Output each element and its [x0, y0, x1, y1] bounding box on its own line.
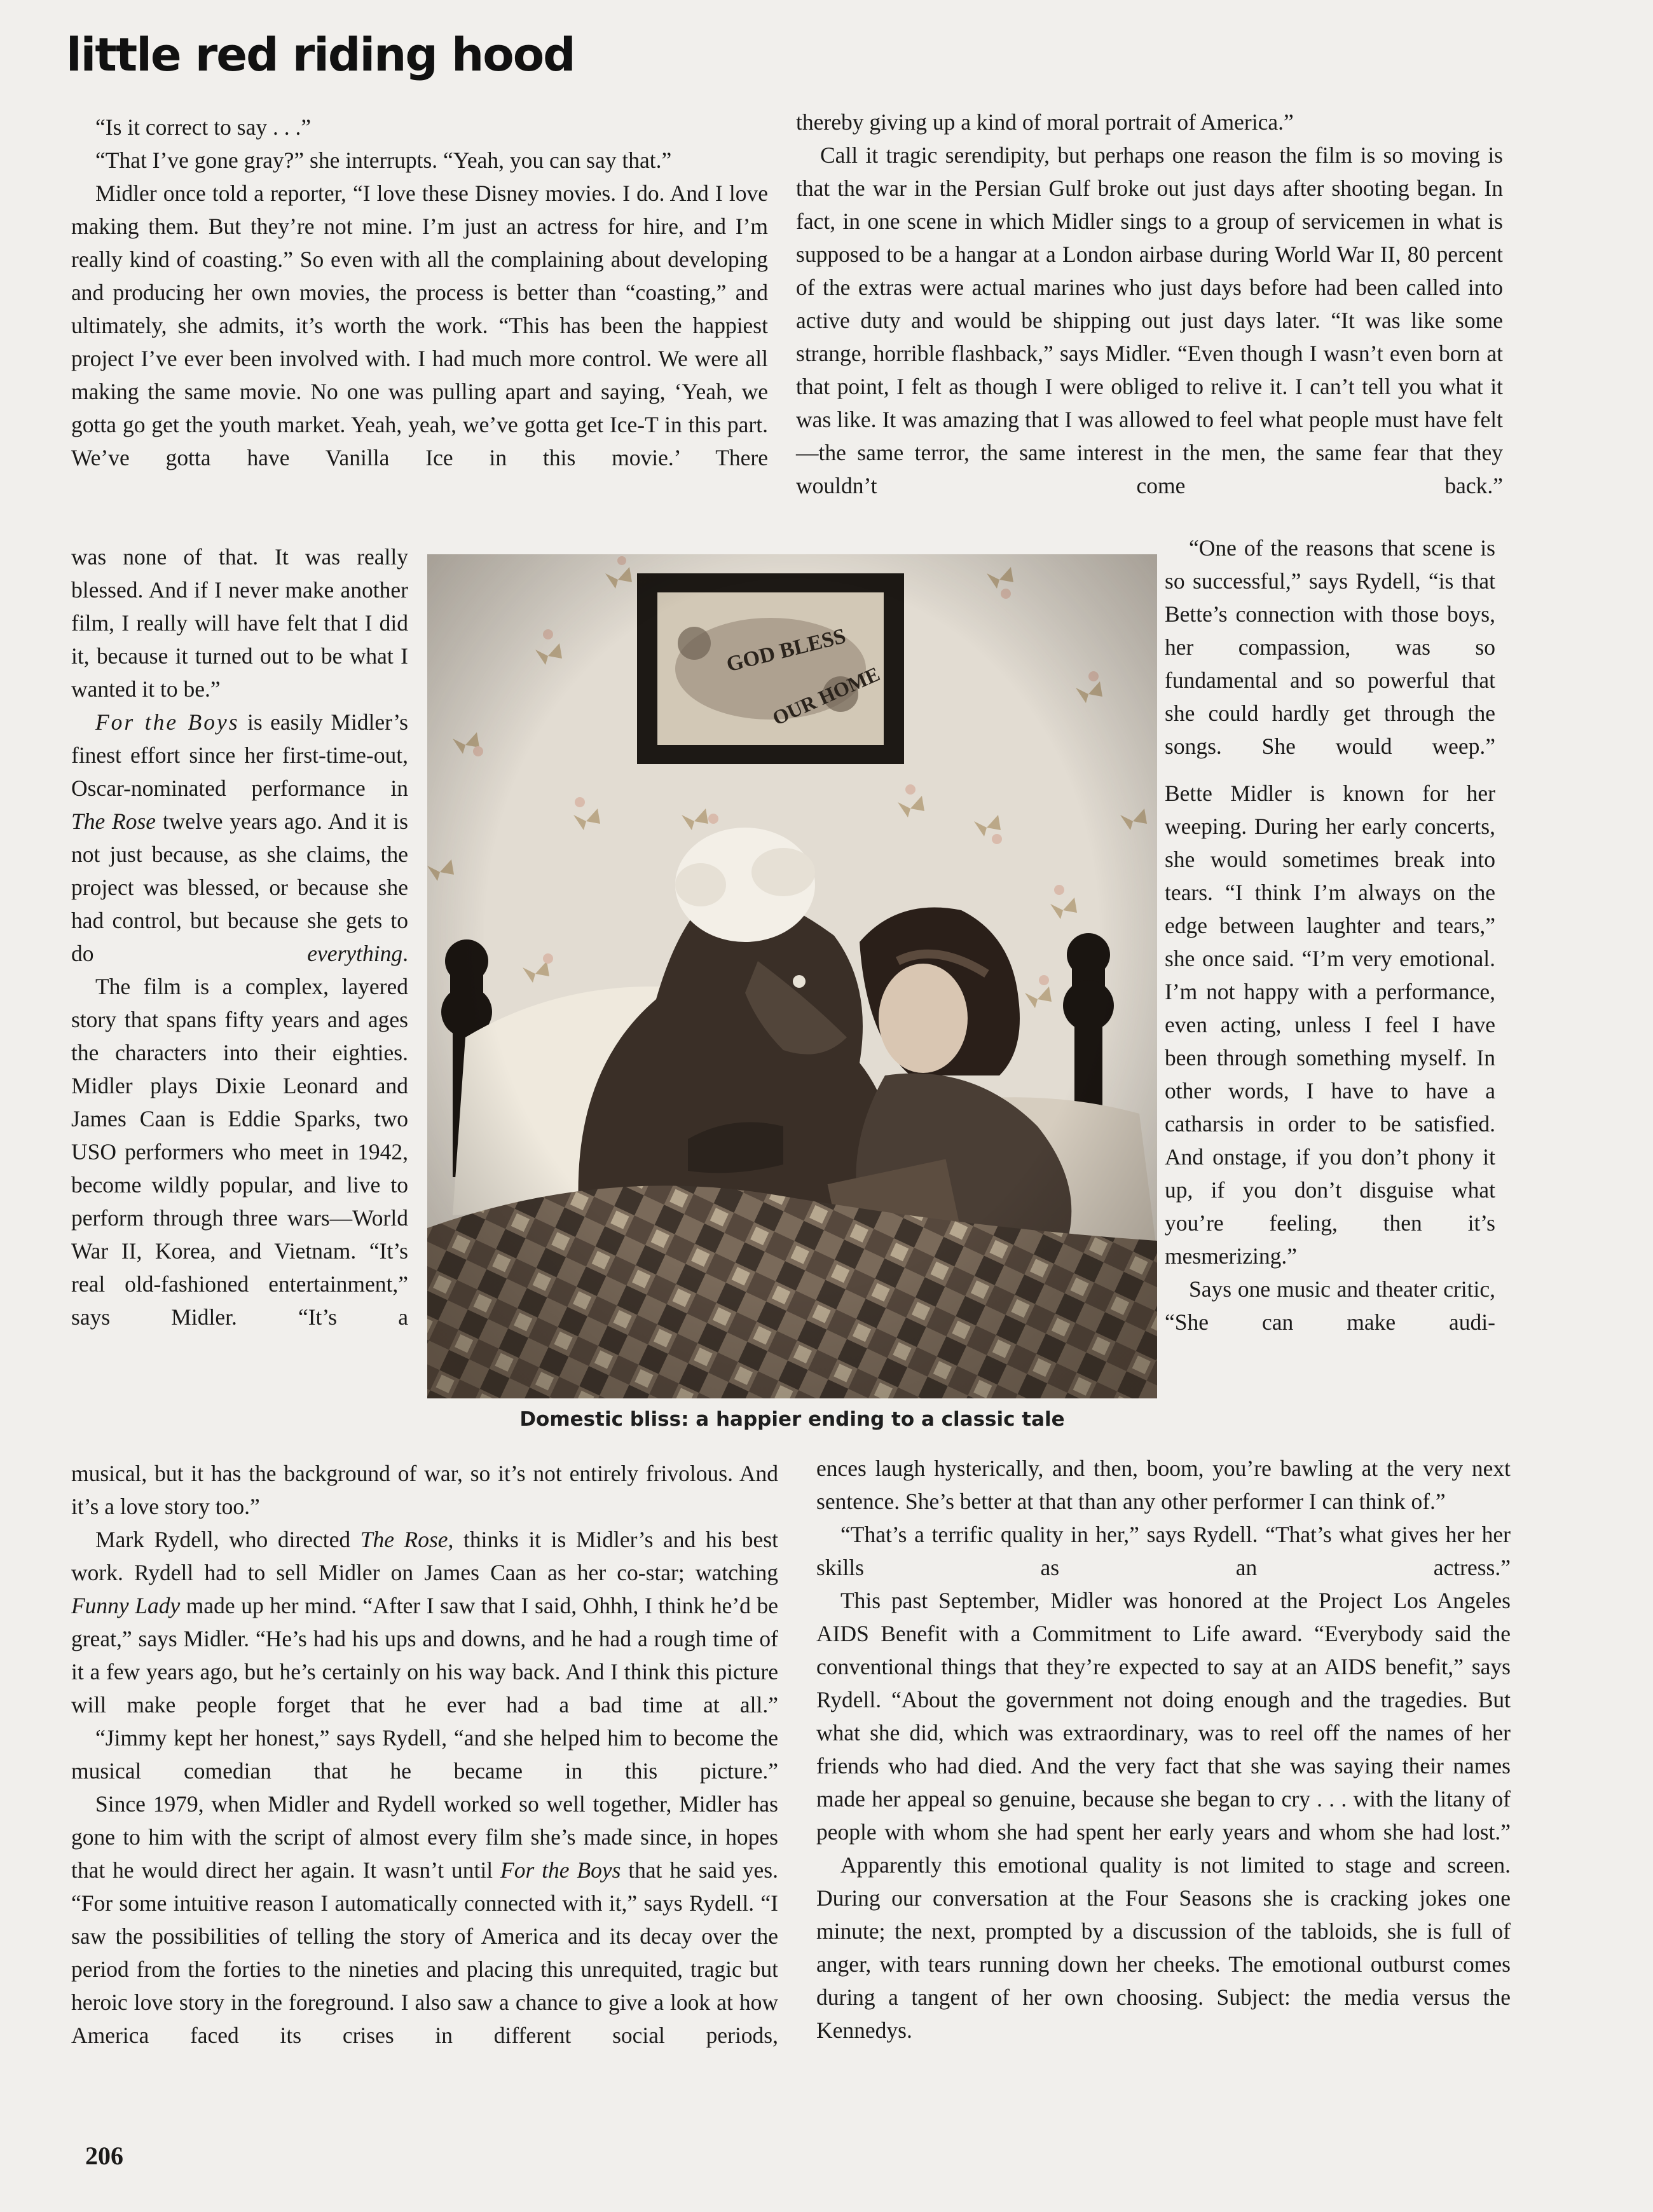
- paragraph: Call it tragic serendipity, but perhaps one reason the film is so moving is that the war in the Persian Gulf broke out just days after shooting began. In fact, in one scene in which Midler sings to a group of servicemen in what is supposed to be a hangar at a London airbase during World War II, 80 percent of the extras were actual marines who just days before had been called into active duty and would be shipping out just days later. “It was like some strange, horrible flashback,” says Midler. “Even though I wasn’t even born at that point, I felt as though I were obliged to relive it. I can’t tell you what it was like. It was amazing that I was allowed to feel what people must have felt—the same terror, the same interest in the men, the same fear that they wouldn’t come back.”: [796, 142, 1503, 498]
- left-column-bottom: [71, 1457, 778, 2052]
- right-column-top: [796, 106, 1503, 502]
- paragraph: musical, but it has the background of war, so it’s not entirely frivolous. And it’s a love story too.”: [71, 1461, 778, 1519]
- photo-illustration: [427, 554, 1157, 1398]
- paragraph: Since 1979, when Midler and Rydell worked so well together, Midler has gone to him with the script of almost every film she’s made since, in hopes that he would direct her again. It wasn’t until For the Boys that he said yes. “For some intuitive reason I automatically connected with it,” says Rydell. “I saw the possibilities of telling the story of America and its decay over the period from the forties to the nineties and placing this unrequited, tragic but heroic love story in the foreground. I also saw a chance to give a look at how America faced its crises in different social periods,: [71, 1791, 778, 2048]
- film-title: For the Boys: [95, 709, 240, 735]
- photo-caption: Domestic bliss: a happier ending to a classic tale: [519, 1408, 1065, 1431]
- paragraph: For the Boys is easily Midler’s finest effort since her first-time-out, Oscar-nominated performance in The Rose twelve years ago. And it is not just because, as she claims, the project was blessed, or because she had control, but because she gets to do everything.: [71, 709, 408, 966]
- paragraph: “That’s a terrific quality in her,” says Rydell. “That’s what gives her her skills as an actress.”: [816, 1522, 1511, 1580]
- paragraph: ences laugh hysterically, and then, boom, you’re bawling at the very next sentence. She’s better at that than any other performer I can think of.”: [816, 1456, 1511, 1514]
- paragraph: “Jimmy kept her honest,” says Rydell, “and she helped him to become the musical comedian that he became in this picture.”: [71, 1725, 778, 1784]
- film-title: The Rose: [71, 809, 156, 834]
- article-headline: little red riding hood: [66, 28, 575, 81]
- paragraph: “That I’ve gone gray?” she interrupts. “Yeah, you can say that.”: [95, 147, 672, 173]
- paragraph: The film is a complex, layered story that spans fifty years and ages the characters into their eighties. Midler plays Dixie Leonard and James Caan is Eddie Sparks, two USO performers who meet in 1942, become wildly popular, and live to perform through three wars—World War II, Korea, and Vietnam. “It’s real old-fashioned entertainment,” says Midler. “It’s a: [71, 974, 408, 1330]
- paragraph: was none of that. It was really blessed. And if I never make another film, I really will have felt that I did it, because it turned out to be what I wanted it to be.”: [71, 544, 408, 702]
- film-title: For the Boys: [500, 1857, 621, 1883]
- film-title: Funny Lady: [71, 1593, 181, 1618]
- left-column-narrow: [71, 540, 408, 1334]
- paragraph: Bette Midler is known for her weeping. During her early concerts, she would sometimes break into tears. “I think I’m always on the edge between laughter and tears,” she once said. “I’m very emotional. I’m not happy with a performance, even acting, unless I feel I have been through something myself. In other words, I have to have a catharsis in order to be satisfied. And onstage, if you don’t phony it up, if you don’t disguise what you’re feeling, then it’s mesmerizing.”: [1165, 781, 1495, 1269]
- right-column-bottom: [816, 1452, 1511, 2047]
- paragraph: “One of the reasons that scene is so successful,” says Rydell, “is that Bette’s connection with those boys, her compassion, was so fundamental and so powerful that she could hardly get through the songs. She would weep.”: [1165, 535, 1495, 759]
- paragraph: “Is it correct to say . . .”: [95, 114, 312, 140]
- paragraph: Midler once told a reporter, “I love these Disney movies. I do. And I love making them. But they’re not mine. I’m just an actress for hire, and I’m really kind of coasting.” So even with all the complaining about developing and producing her own movies, the process is better than “coasting,” and ultimately, she admits, it’s worth the work. “This has been the happiest project I’ve ever been involved with. I had much more control. We were all making the same movie. No one was pulling apart and saying, ‘Yeah, we gotta go get the youth market. Yeah, yeah, we’ve gotta get Ice-T in this part. We’ve gotta have Vanilla Ice in this movie.’ There: [71, 181, 768, 470]
- film-title: The Rose,: [360, 1527, 454, 1552]
- left-column-top: [71, 111, 768, 474]
- paragraph: Apparently this emotional quality is not limited to stage and screen. During our conversation at the Four Seasons she is cracking jokes one minute; the next, prompted by a discussion of the tabloids, she is full of anger, with tears running down her cheeks. The emotional outburst comes during a tangent of her own choosing. Subject: the media versus the Kennedys.: [816, 1852, 1511, 2043]
- paragraph: thereby giving up a kind of moral portrait of America.”: [796, 109, 1294, 135]
- paragraph: Mark Rydell, who directed The Rose, thinks it is Midler’s and his best work. Rydell had to sell Midler on James Caan as her co-star; watching Funny Lady made up her mind. “After I saw that I said, Ohhh, I think he’d be great,” says Midler. “He’s had his ups and downs, and he had a rough time of it a few years ago, but he’s certainly on his way back. And I think this picture will make people forget that he ever had a bad time at all.”: [71, 1527, 778, 1717]
- paragraph: This past September, Midler was honored at the Project Los Angeles AIDS Benefit with a Commitment to Life award. “Everybody said the conventional things that they’re expected to say at an AIDS benefit,” says Rydell. “About the government not doing enough and the tragedies. But what she did, which was extraordinary, was to reel off the names of her friends who had died. And the very fact that she was saying their names made her appeal so genuine, because she began to cry . . . with the litany of people with whom she had spent her early years and whom she had lost.”: [816, 1588, 1511, 1845]
- paragraph: Says one music and theater critic, “She can make audi-: [1165, 1276, 1495, 1335]
- right-column-narrow: [1165, 531, 1495, 1339]
- photo-wolf-in-bed: [427, 554, 1157, 1398]
- page-number: 206: [85, 2141, 123, 2170]
